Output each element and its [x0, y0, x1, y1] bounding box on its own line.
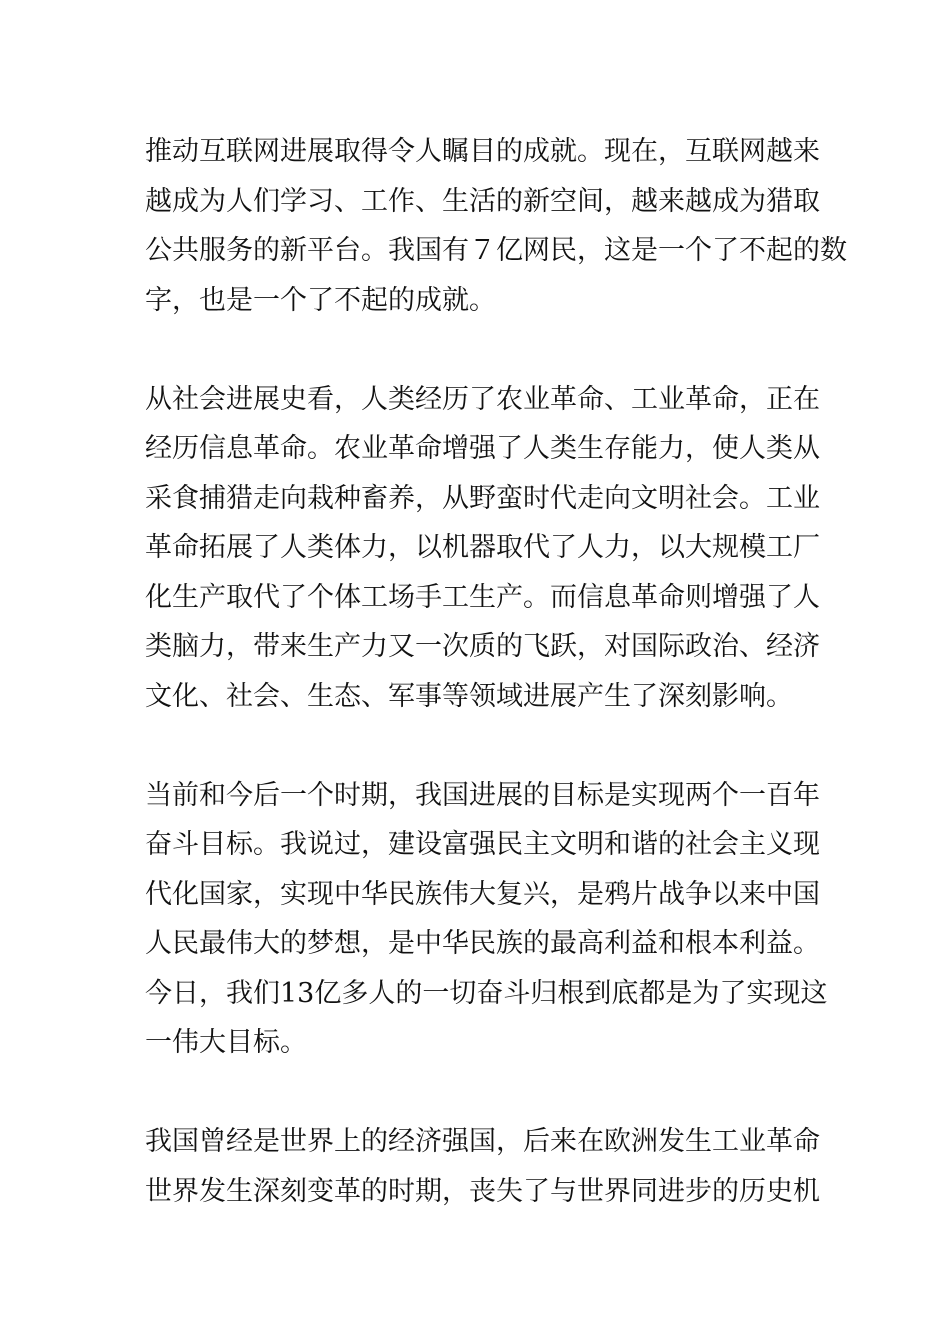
text-line: 文化、社会、生态、军事等领域进展产生了深刻影响。	[145, 680, 793, 712]
text-line: 今日，我们13亿多人的一切奋斗归根到底都是为了实现这	[145, 977, 828, 1009]
text-line: 世界发生深刻变革的时期，丧失了与世界同进步的历史机	[145, 1175, 820, 1207]
document-body	[145, 127, 847, 1266]
text-line: 经历信息革命。农业革命增强了人类生存能力，使人类从	[145, 433, 820, 464]
text-line: 采食捕猎走向栽种畜养，从野蛮时代走向文明社会。工业	[145, 482, 820, 514]
paragraph-4	[145, 1117, 820, 1216]
paragraph-2	[145, 375, 820, 722]
text-line: 代化国家，实现中华民族伟大复兴，是鸦片战争以来中国	[145, 878, 820, 910]
text-line: 推动互联网进展取得令人瞩目的成就。现在，互联网越来	[145, 136, 820, 167]
text-line: 公共服务的新平台。我国有７亿网民，这是一个了不起的数	[145, 235, 847, 266]
text-line: 从社会进展史看，人类经历了农业革命、工业革命，正在	[145, 383, 820, 415]
text-line: 越成为人们学习、工作、生活的新空间，越来越成为猎取	[145, 185, 820, 217]
text-line: 字，也是一个了不起的成就。	[145, 284, 496, 316]
text-line: 人民最伟大的梦想，是中华民族的最高利益和根本利益。	[145, 928, 820, 959]
text-line: 化生产取代了个体工场手工生产。而信息革命则增强了人	[145, 581, 820, 613]
text-line: 革命拓展了人类体力，以机器取代了人力，以大规模工厂	[145, 532, 820, 563]
paragraph-3	[145, 771, 828, 1068]
text-line: 我国曾经是世界上的经济强国，后来在欧洲发生工业革命	[145, 1126, 820, 1157]
text-line: 一伟大目标。	[145, 1027, 307, 1058]
text-line: 奋斗目标。我说过，建设富强民主文明和谐的社会主义现	[145, 829, 820, 860]
text-line: 类脑力，带来生产力又一次质的飞跃，对国际政治、经济	[145, 631, 820, 662]
paragraph-1	[145, 127, 847, 325]
text-line: 当前和今后一个时期，我国进展的目标是实现两个一百年	[145, 779, 820, 811]
